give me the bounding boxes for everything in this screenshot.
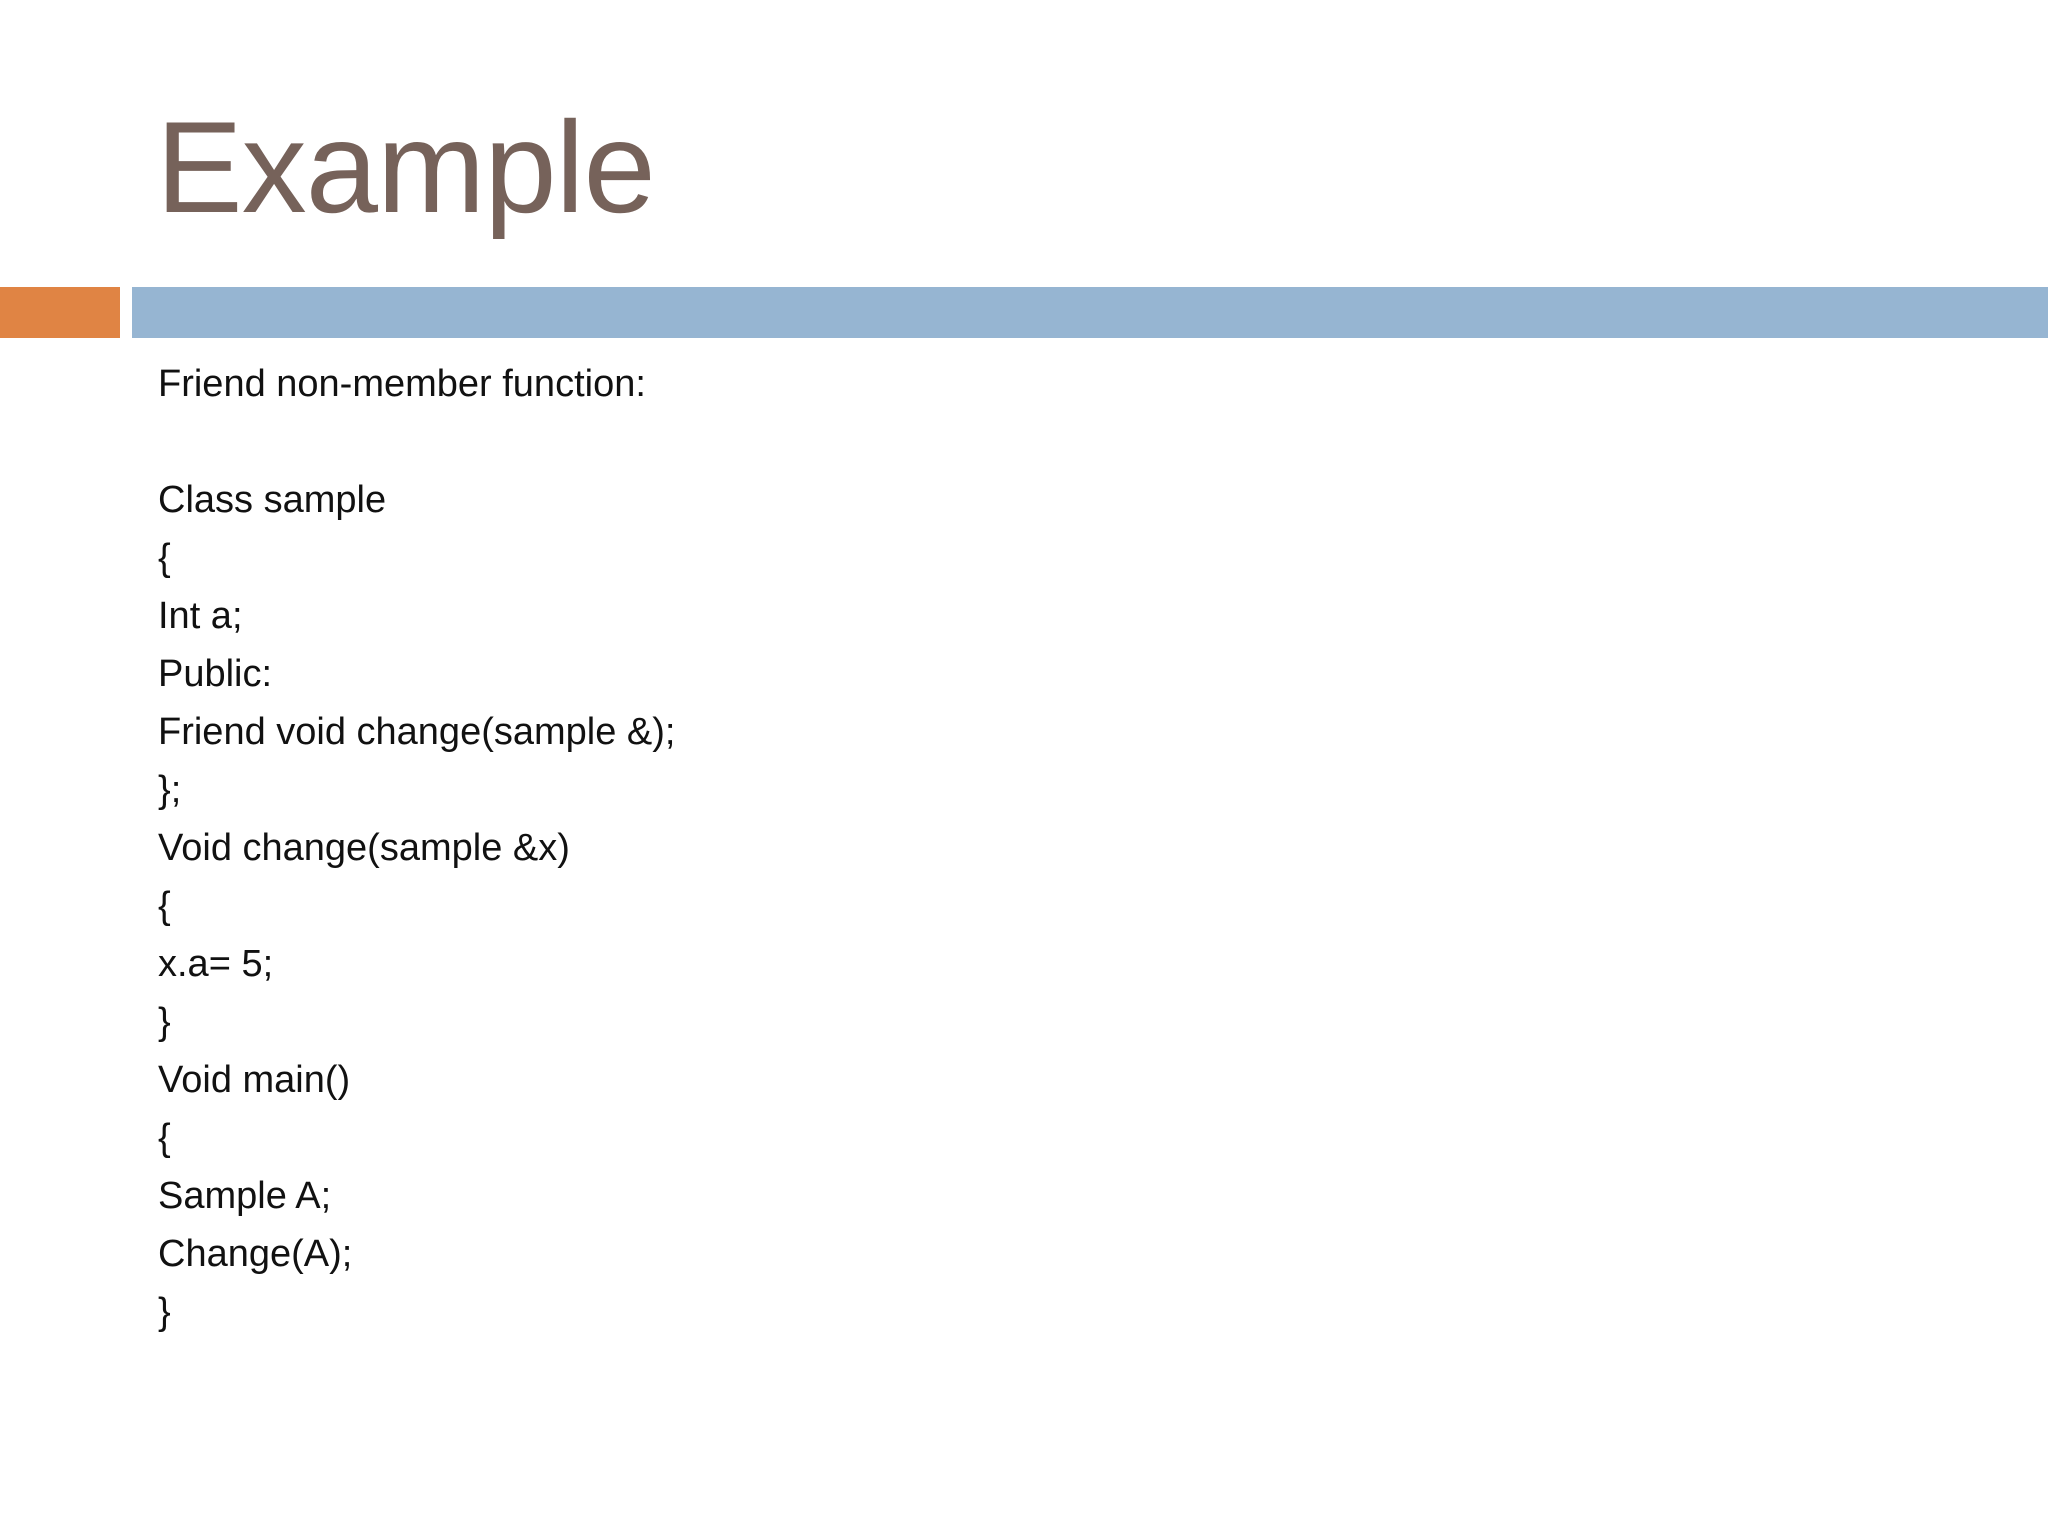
- code-line: {: [158, 537, 171, 579]
- code-line: Change(A);: [158, 1233, 353, 1275]
- slide-body: [158, 355, 1958, 1341]
- code-line: Class sample: [158, 479, 387, 521]
- code-line: };: [158, 769, 182, 811]
- code-line: }: [158, 1001, 171, 1043]
- header-bar: [132, 287, 2048, 338]
- code-line: {: [158, 885, 171, 927]
- code-line: x.a= 5;: [158, 943, 274, 985]
- code-line: Void main(): [158, 1059, 351, 1101]
- accent-bar: [0, 287, 120, 338]
- code-line: Friend void change(sample &);: [158, 711, 676, 753]
- code-line: }: [158, 1291, 171, 1333]
- code-block: [158, 471, 1958, 1341]
- code-line: {: [158, 1117, 171, 1159]
- intro-text: Friend non-member function:: [158, 363, 646, 405]
- code-line: Int a;: [158, 595, 243, 637]
- code-line: Sample A;: [158, 1175, 332, 1217]
- slide-title: Example: [156, 94, 655, 240]
- code-line: Public:: [158, 653, 273, 695]
- code-line: Void change(sample &x): [158, 827, 570, 869]
